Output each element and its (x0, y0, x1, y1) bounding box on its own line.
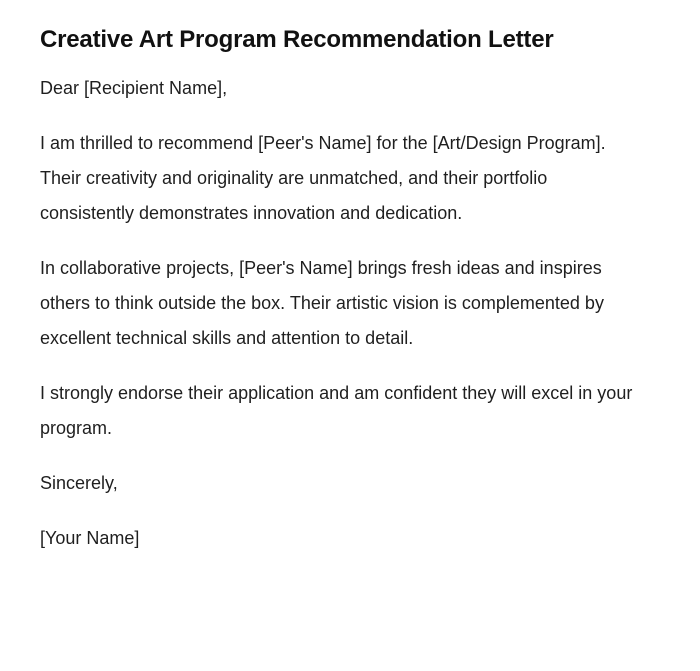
paragraph-collaboration: In collaborative projects, [Peer's Name] brings fresh ideas and inspires others to think outside the box. Their artistic vision is complemented by excellent technical skills and attention to detail. (40, 258, 604, 348)
paragraph-endorsement: I strongly endorse their application and am confident they will excel in your program. (40, 383, 633, 438)
salutation: Dear [Recipient Name], (40, 78, 228, 98)
letter-title: Creative Art Program Recommendation Letter (40, 26, 554, 53)
closing: Sincerely, (40, 473, 118, 493)
paragraph-recommendation: I am thrilled to recommend [Peer's Name] for the [Art/Design Program]. Their creativity and originality are unmatched, and their portfolio consistently demonstrates innovation and dedication. (40, 133, 606, 223)
signature: [Your Name] (40, 528, 140, 548)
